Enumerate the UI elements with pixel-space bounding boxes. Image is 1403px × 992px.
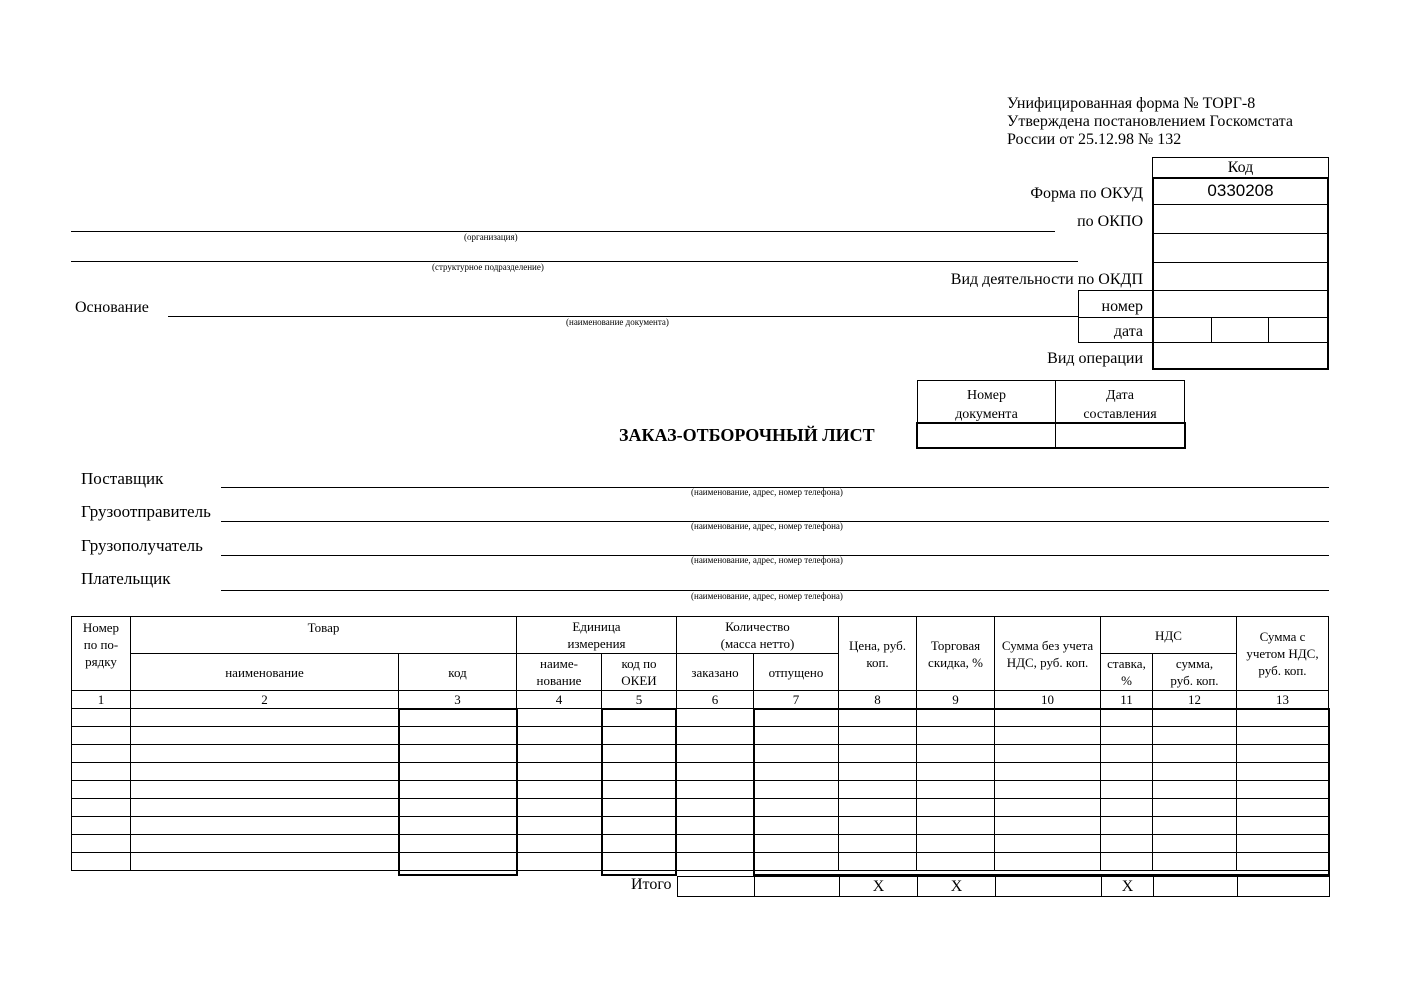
total-label: Итого [631, 876, 672, 893]
table-cell[interactable] [517, 853, 602, 871]
table-cell[interactable] [72, 799, 131, 817]
table-cell[interactable] [72, 781, 131, 799]
h-unit: Единица измерения [517, 617, 677, 654]
consignee-label: Грузополучатель [81, 536, 203, 555]
table-cell[interactable] [131, 727, 399, 745]
col-number: 1 [72, 691, 131, 709]
nomer-data-divider [1078, 317, 1153, 318]
codes-divider [1152, 233, 1329, 234]
doc-date-header-text: Дата составления [1083, 388, 1157, 422]
s-unit-name: наиме- нование [517, 654, 602, 691]
codes-divider [1152, 342, 1329, 343]
x-mark: Х [1121, 878, 1134, 895]
table-cell[interactable] [72, 727, 131, 745]
table-cell[interactable] [677, 763, 754, 781]
okud-label: Форма по ОКУД [1030, 185, 1143, 202]
doc-number-header [917, 380, 1056, 423]
h-price: Цена, руб. коп. [839, 617, 917, 691]
data-label: дата [1113, 323, 1143, 340]
kod-label: Код [1227, 159, 1254, 176]
table-cell[interactable] [517, 709, 602, 727]
table-cell[interactable] [131, 745, 399, 763]
okpo-label: по ОКПО [1077, 213, 1143, 230]
table-cell[interactable] [677, 817, 754, 835]
organization-line [71, 231, 1055, 232]
table-cell[interactable] [677, 835, 754, 853]
doc-number-header-text: Номер документа [955, 388, 1018, 422]
total-cell[interactable] [1237, 876, 1330, 897]
payer-caption: (наименование, адрес, номер телефона) [691, 591, 843, 601]
col-number: 3 [399, 691, 517, 709]
organization-caption: (организация) [464, 232, 518, 242]
form-title-line1: Унифицированная форма № ТОРГ-8 [1007, 95, 1256, 112]
s-okei: код по ОКЕИ [602, 654, 677, 691]
doc-values-row [916, 422, 1186, 449]
table-cell[interactable] [131, 817, 399, 835]
table-cell[interactable] [677, 799, 754, 817]
s-vat-sum: сумма, руб. коп. [1153, 654, 1237, 691]
column-numbers-row [72, 691, 1329, 709]
total-cell [917, 876, 996, 897]
table-cell[interactable] [72, 709, 131, 727]
col-number: 7 [754, 691, 839, 709]
codes-divider [1152, 204, 1329, 205]
table-cell[interactable] [677, 745, 754, 763]
table-cell[interactable] [131, 835, 399, 853]
codes-divider [1152, 290, 1329, 291]
total-cell[interactable] [1153, 876, 1238, 897]
table-cell[interactable] [131, 781, 399, 799]
payer-label: Плательщик [81, 569, 171, 588]
table-cell[interactable] [517, 781, 602, 799]
h-vat: НДС [1101, 617, 1237, 654]
table-cell[interactable] [677, 853, 754, 871]
total-cell[interactable] [995, 876, 1102, 897]
table-cell[interactable] [72, 853, 131, 871]
form-title-line3: России от 25.12.98 № 132 [1007, 131, 1182, 148]
h-discount: Торговая скидка, % [917, 617, 995, 691]
s-ordered: заказано [677, 654, 754, 691]
supplier-label: Поставщик [81, 469, 164, 488]
basis-caption: (наименование документа) [566, 317, 669, 327]
s-rate: ставка, % [1101, 654, 1153, 691]
total-cell[interactable] [677, 876, 755, 897]
col-number: 12 [1153, 691, 1237, 709]
table-cell[interactable] [131, 799, 399, 817]
frame-col-7-13 [753, 708, 1330, 876]
basis-label: Основание [75, 299, 149, 316]
table-cell[interactable] [131, 763, 399, 781]
total-cell [1101, 876, 1154, 897]
table-cell[interactable] [72, 763, 131, 781]
operation-label: Вид операции [1047, 350, 1143, 367]
nomer-label: номер [1101, 298, 1143, 315]
frame-col-5 [601, 708, 677, 876]
table-cell[interactable] [72, 817, 131, 835]
codes-divider [1152, 262, 1329, 263]
subdivision-caption: (структурное подразделение) [432, 262, 544, 272]
s-name: наименование [131, 654, 399, 691]
col-number: 5 [602, 691, 677, 709]
table-cell[interactable] [517, 745, 602, 763]
s-code: код [399, 654, 517, 691]
supplier-caption: (наименование, адрес, номер телефона) [691, 487, 843, 497]
form-title-line2: Утверждена постановлением Госкомстата [1007, 113, 1293, 130]
s-released: отпущено [754, 654, 839, 691]
table-cell[interactable] [517, 817, 602, 835]
x-mark: Х [950, 878, 963, 895]
table-cell[interactable] [677, 709, 754, 727]
table-cell[interactable] [131, 709, 399, 727]
date-subdivider [1211, 317, 1212, 342]
kod-header-cell [1152, 157, 1329, 178]
h-sum-vat: Сумма с учетом НДС, руб. коп. [1237, 617, 1329, 691]
subdivision-line [71, 261, 1078, 262]
okud-value: 0330208 [1207, 181, 1274, 200]
col-number: 9 [917, 691, 995, 709]
page-title: ЗАКАЗ-ОТБОРОЧНЫЙ ЛИСТ [619, 425, 875, 445]
okdp-label: Вид деятельности по ОКДП [950, 271, 1143, 288]
shipper-caption: (наименование, адрес, номер телефона) [691, 521, 843, 531]
table-cell[interactable] [131, 853, 399, 871]
frame-col-3 [398, 708, 518, 876]
table-cell[interactable] [677, 727, 754, 745]
doc-date-header [1055, 380, 1185, 423]
x-mark: Х [872, 878, 885, 895]
codes-divider [1152, 317, 1329, 318]
consignee-caption: (наименование, адрес, номер телефона) [691, 555, 843, 565]
table-cell[interactable] [517, 727, 602, 745]
table-cell[interactable] [72, 745, 131, 763]
total-cell [839, 876, 918, 897]
date-subdivider [1268, 317, 1269, 342]
table-cell[interactable] [517, 835, 602, 853]
col-number: 10 [995, 691, 1101, 709]
table-cell[interactable] [72, 835, 131, 853]
h-qty: Количество (масса нетто) [677, 617, 839, 654]
shipper-label: Грузоотправитель [81, 502, 211, 521]
h-goods: Товар [131, 617, 517, 654]
col-number: 6 [677, 691, 754, 709]
col-number: 13 [1237, 691, 1329, 709]
doc-values-divider [1055, 422, 1056, 449]
h-sum-no-vat: Сумма без учета НДС, руб. коп. [995, 617, 1101, 691]
col-number: 4 [517, 691, 602, 709]
col-number: 11 [1101, 691, 1153, 709]
table-cell[interactable] [677, 781, 754, 799]
total-cell[interactable] [754, 876, 840, 897]
col-number: 8 [839, 691, 917, 709]
table-cell[interactable] [517, 763, 602, 781]
h-num: Номер по по- рядку [72, 617, 131, 691]
col-number: 2 [131, 691, 399, 709]
table-cell[interactable] [517, 799, 602, 817]
